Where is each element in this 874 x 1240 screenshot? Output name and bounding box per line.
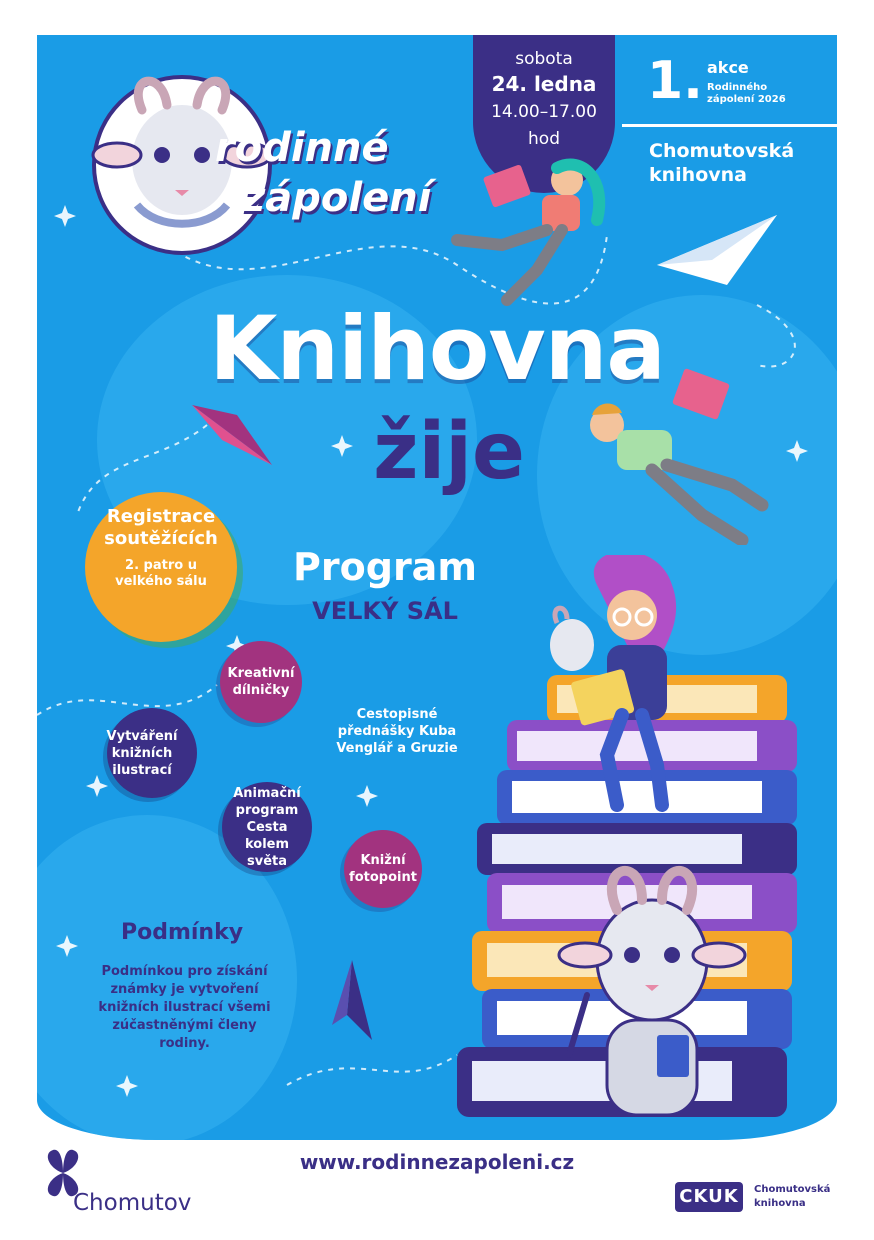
book-stack-illustration <box>457 555 837 1140</box>
library-logo-icon: CKUK <box>675 1182 743 1212</box>
registration-location: 2. patro u velkého sálu <box>115 558 207 589</box>
paper-plane-icon <box>327 955 377 1045</box>
city-name: Chomutov <box>73 1190 192 1216</box>
program-item <box>332 690 462 772</box>
program-item <box>107 708 197 798</box>
title-line1: Knihovna <box>209 297 665 400</box>
conditions-title: Podmínky <box>120 920 244 945</box>
poster-background <box>37 35 837 1140</box>
divider <box>622 124 837 127</box>
registration-title: Registrace soutěžících <box>104 506 218 549</box>
series-name: Rodinného zápolení 2026 <box>707 82 786 105</box>
event-time: 14.00–17.00 <box>491 102 597 122</box>
paper-plane-icon <box>652 205 782 295</box>
logo-line1: rodinné <box>215 125 389 171</box>
time-unit: hod <box>528 129 560 149</box>
date-day: sobota <box>515 49 573 69</box>
flying-boy-illustration <box>582 365 782 545</box>
program-item <box>222 782 312 872</box>
registration-badge <box>85 492 237 642</box>
date: 24. ledna <box>491 72 597 96</box>
series-number: 1. <box>647 51 703 111</box>
program-title: Program <box>293 545 477 589</box>
program-item-label: Cestopisné přednášky Kuba Venglář a Gruzie <box>336 706 458 756</box>
conditions-text: Podmínkou pro získání známky je vytvoření knižních ilustrací všemi zúčastněnými členy rodiny. <box>98 964 271 1051</box>
logo-line2: zápolení <box>242 175 432 221</box>
flying-girl-illustration <box>447 150 617 310</box>
website-link[interactable]: www.rodinnezapoleni.cz <box>299 1150 575 1174</box>
program-item-label: Animační program Cesta kolem světa <box>233 785 301 869</box>
program-venue: VELKÝ SÁL <box>312 597 458 625</box>
paper-plane-icon <box>187 395 277 475</box>
title-line2: žije <box>373 407 525 497</box>
program-item-label: Kreativní dílničky <box>227 666 295 698</box>
program-item <box>344 830 422 908</box>
series-akce: akce <box>707 58 749 77</box>
footer-library-name: Chomutovská knihovna <box>754 1184 831 1209</box>
program-item-label: Vytváření knižních ilustrací <box>106 728 178 778</box>
program-item <box>220 641 302 723</box>
library-name: Chomutovská knihovna <box>649 140 795 186</box>
program-item-label: Knižní fotopoint <box>349 853 417 885</box>
